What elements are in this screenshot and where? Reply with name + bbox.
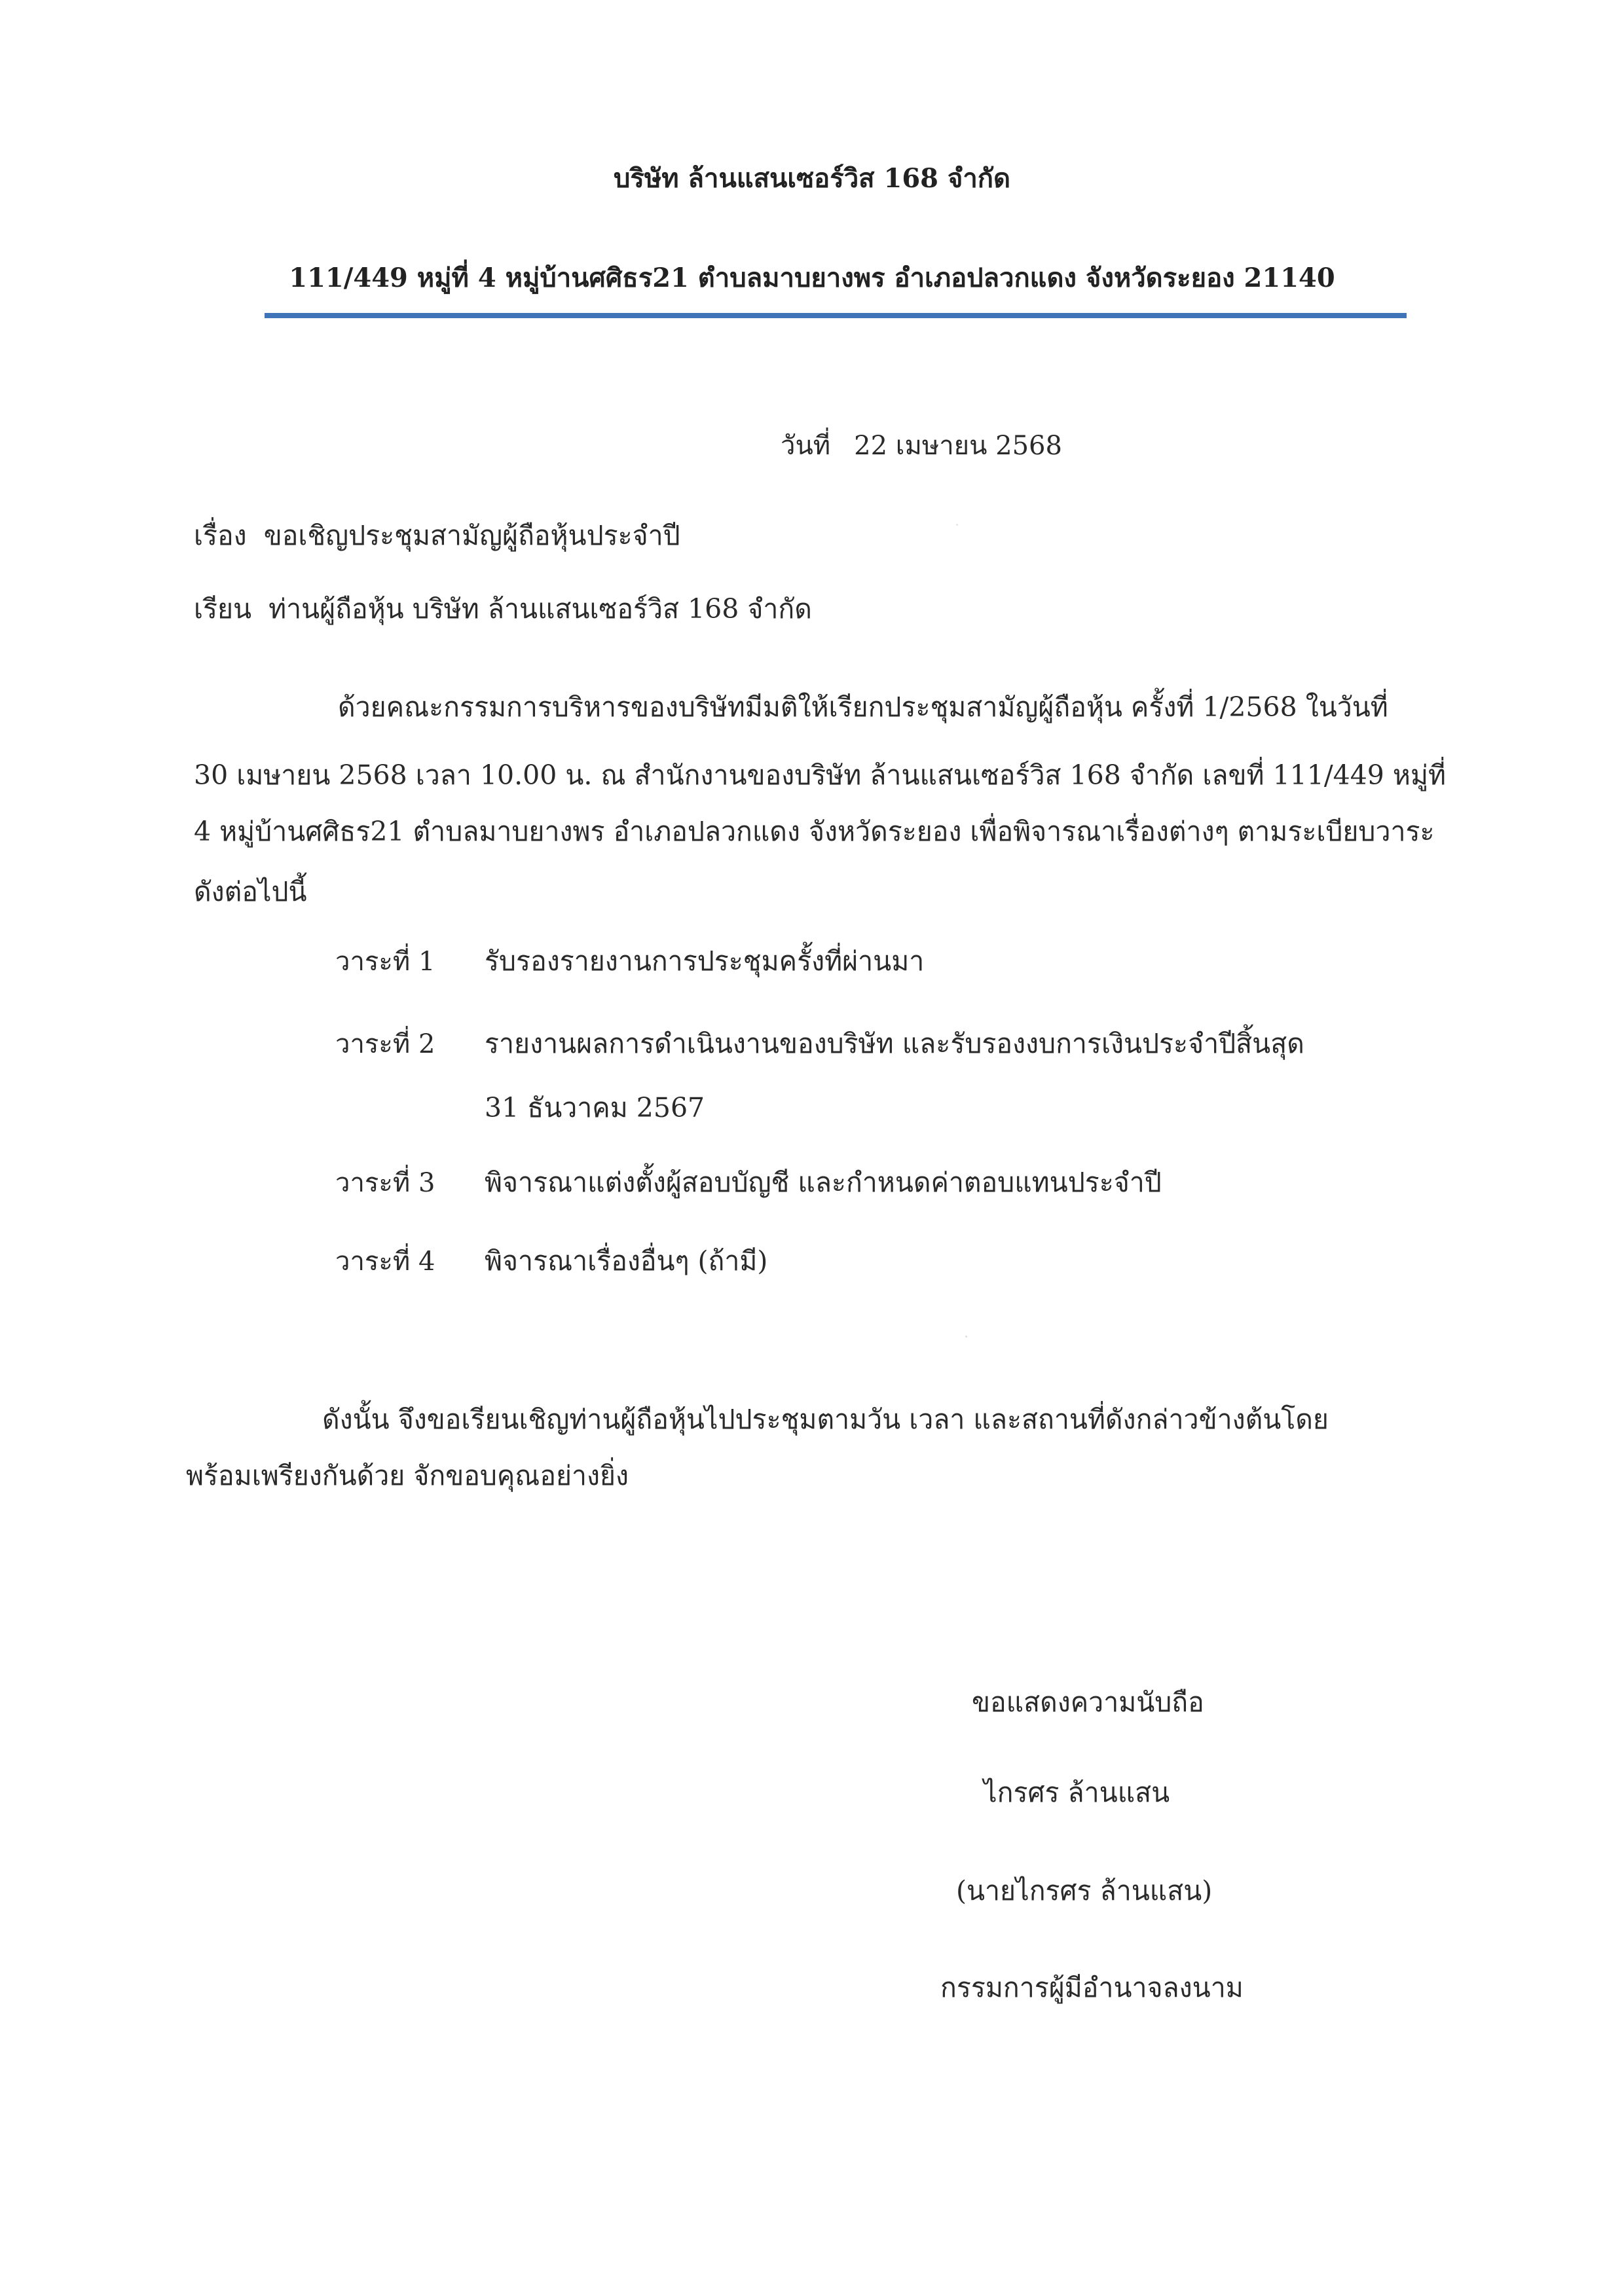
agenda-item-2-text-cont: 31 ธันวาคม 2567 bbox=[485, 1092, 705, 1123]
agenda-item-3-text: พิจารณาแต่งตั้งผู้สอบบัญชี และกำหนดค่าตอบแทนประจำปี bbox=[485, 1167, 1162, 1198]
closing-line-1: ดังนั้น จึงขอเรียนเชิญท่านผู้ถือหุ้นไปประชุมตามวัน เวลา และสถานที่ดังกล่าวข้างต้นโดย bbox=[322, 1404, 1329, 1435]
subject-text: ขอเชิญประชุมสามัญผู้ถือหุ้นประจำปี bbox=[263, 520, 680, 551]
signature-position: กรรมการผู้มีอำนาจลงนาม bbox=[940, 1972, 1244, 2003]
signature-full-name: (นายไกรศร ล้านแสน) bbox=[956, 1875, 1213, 1906]
scan-speck bbox=[965, 1336, 967, 1338]
company-name: บริษัท ล้านแสนเซอร์วิส 168 จำกัด bbox=[613, 163, 1011, 194]
agenda-item-1-label: วาระที่ 1 bbox=[335, 947, 435, 977]
company-address: 111/449 หมู่ที่ 4 หมู่บ้านศศิธร21 ตำบลมาบยางพร อำเภอปลวกแดง จังหวัดระยอง 21140 bbox=[289, 263, 1335, 293]
body-line-2: 30 เมษายน 2568 เวลา 10.00 น. ณ สำนักงานของบริษัท ล้านแสนเซอร์วิส 168 จำกัด เลขที่ 111/449 หมู่ที่ bbox=[194, 759, 1447, 791]
body-line-3: 4 หมู่บ้านศศิธร21 ตำบลมาบยางพร อำเภอปลวกแดง จังหวัดระยอง เพื่อพิจารณาเรื่องต่างๆ ตามระเบียบวาระ bbox=[194, 816, 1435, 847]
agenda-item-3-label: วาระที่ 3 bbox=[335, 1168, 435, 1198]
agenda-item-2-text: รายงานผลการดำเนินงานของบริษัท และรับรองงบการเงินประจำปีสิ้นสุด bbox=[485, 1028, 1304, 1059]
agenda-item-1-text: รับรองรายงานการประชุมครั้งที่ผ่านมา bbox=[485, 945, 925, 977]
subject-line bbox=[194, 515, 680, 557]
subject-label: เรื่อง bbox=[194, 520, 247, 551]
signature-signed-name: ไกรศร ล้านแสน bbox=[984, 1777, 1170, 1808]
agenda-item-2-label: วาระที่ 2 bbox=[335, 1029, 435, 1059]
recipient-text: ท่านผู้ถือหุ้น บริษัท ล้านแสนเซอร์วิส 168 จำกัด bbox=[268, 593, 812, 625]
scan-speck bbox=[956, 524, 958, 526]
body-line-1: ด้วยคณะกรรมการบริหารของบริษัทมีมติให้เรียกประชุมสามัญผู้ถือหุ้น ครั้งที่ 1/2568 ในวันที่ bbox=[338, 691, 1388, 723]
agenda-item-4-label: วาระที่ 4 bbox=[335, 1247, 435, 1277]
date-label: วันที่ bbox=[781, 431, 831, 461]
recipient-label: เรียน bbox=[194, 593, 252, 625]
body-line-4: ดังต่อไปนี้ bbox=[194, 876, 307, 907]
header-divider bbox=[265, 313, 1407, 318]
signature-regards: ขอแสดงความนับถือ bbox=[972, 1686, 1204, 1718]
agenda-item-4-text: พิจารณาเรื่องอื่นๆ (ถ้ามี) bbox=[485, 1245, 768, 1277]
closing-line-2: พร้อมเพรียงกันด้วย จักขอบคุณอย่างยิ่ง bbox=[186, 1460, 629, 1491]
recipient-line bbox=[194, 588, 812, 630]
date-value: 22 เมษายน 2568 bbox=[854, 431, 1062, 461]
letter-date bbox=[781, 424, 1062, 466]
